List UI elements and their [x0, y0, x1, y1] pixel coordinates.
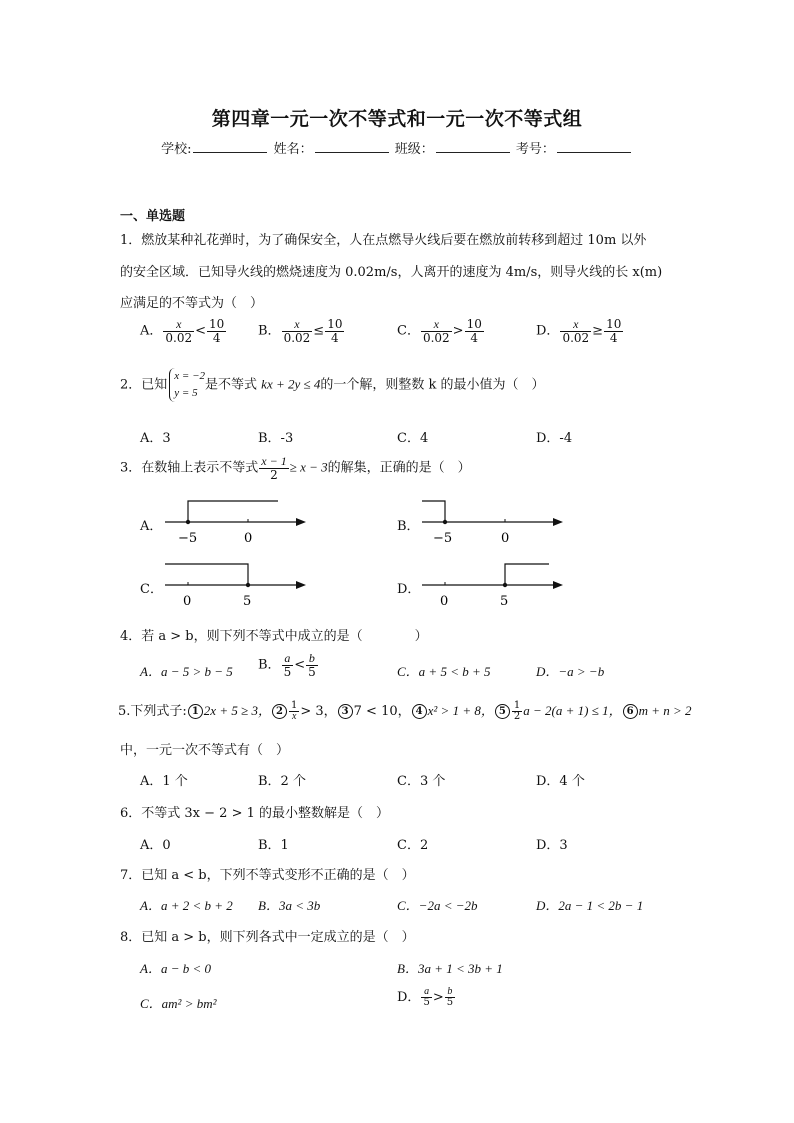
section-heading: 一、单选题: [120, 209, 186, 224]
q1-option-b[interactable]: B． $\frac{x}{0.02}$ ≤ $\frac{10}{4}$: [258, 317, 343, 345]
class-blank[interactable]: [436, 140, 510, 153]
class-label: 班级：: [394, 142, 434, 157]
q7-option-d[interactable]: D．2a − 1 < 2b − 1: [536, 898, 644, 913]
q3-label-c[interactable]: C．: [140, 582, 163, 597]
q3-numberline-d: [417, 558, 567, 608]
q4-option-c[interactable]: C．a + 5 < b + 5: [397, 664, 491, 679]
q3b-tick-minus5: −5: [433, 531, 453, 545]
q1-line2: 的安全区域．已知导火线的燃烧速度为 0.02m/s，人离开的速度为 4m/s，则导火线的长 x(m): [120, 265, 663, 280]
q8-option-b[interactable]: B．3a + 1 < 3b + 1: [397, 961, 503, 976]
q8-option-d[interactable]: D． $\frac{a}{5}$ > $\frac{b}{5}$: [397, 985, 454, 1008]
circled-number-5: 5: [495, 704, 510, 719]
name-label: 姓名：: [273, 142, 313, 157]
q6-stem: 6．不等式 3x − 2 > 1 的最小整数解是（ ）: [120, 806, 389, 821]
q1-line3: 应满足的不等式为（ ）: [120, 296, 264, 311]
q3-numberline-c: [160, 558, 310, 608]
q1-option-d[interactable]: D． $\frac{x}{0.02}$ ≥ $\frac{10}{4}$: [536, 317, 622, 345]
name-blank[interactable]: [315, 140, 389, 153]
q3-label-d[interactable]: D．: [397, 582, 421, 597]
q4-stem: 4．若 a > b，则下列不等式中成立的是（ ）: [120, 629, 428, 644]
q1-line1: 1．燃放某种礼花弹时，为了确保安全，人在点燃导火线后要在燃放前转移到超过 10m 以外: [120, 233, 647, 248]
circled-number-3: 3: [338, 704, 353, 719]
q3-stem: 3．在数轴上表示不等式 $\frac{x - 1}{2}$ ≥ x − 3的解集，正确的是（ ）: [120, 454, 471, 482]
q3-label-b[interactable]: B．: [397, 519, 420, 534]
circled-number-6: 6: [623, 704, 638, 719]
q7-stem: 7．已知 a < b，下列不等式变形不正确的是（ ）: [120, 868, 415, 883]
q2-stem: 2．已知x = −2 y = 5是不等式 kx + 2y ≤ 4的一个解，则整数 k 的最小值为（ ）: [120, 368, 545, 402]
q6-option-b[interactable]: B．1: [258, 838, 289, 853]
q5-stem: 5.下列式子: 1 2x + 5 ≥ 3， 2 $\frac{1}{x}$ > 3， 3 7 < 10， 4 x² > 1 + 8， 5 $\frac{1}{2}$ a − 2(a + 1) ≤ 1， 6 m + n > 2: [118, 699, 692, 722]
q4-option-d[interactable]: D．−a > −b: [536, 664, 605, 679]
q3c-tick-0: 0: [183, 594, 192, 608]
q2-option-a[interactable]: A．3: [140, 431, 171, 446]
q2-option-d[interactable]: D．-4: [536, 431, 573, 446]
circled-number-1: 1: [188, 704, 203, 719]
q8-option-a[interactable]: A．a − b < 0: [140, 961, 211, 976]
q5-option-a[interactable]: A．1 个: [140, 774, 188, 789]
school-label: 学校:: [161, 142, 192, 157]
q7-option-b[interactable]: B．3a < 3b: [258, 898, 321, 913]
q1-option-a[interactable]: A． $\frac{x}{0.02}$ < $\frac{10}{4}$: [140, 317, 225, 345]
q4-option-b[interactable]: B． $\frac{a}{5}$ < $\frac{b}{5}$: [258, 651, 316, 679]
q7-option-c[interactable]: C．−2a < −2b: [397, 898, 478, 913]
q2-option-b[interactable]: B．-3: [258, 431, 294, 446]
q5-line2: 中，一元一次不等式有（ ）: [120, 743, 290, 758]
q3-numberline-b: [417, 495, 567, 545]
q1-option-c[interactable]: C． $\frac{x}{0.02}$ > $\frac{10}{4}$: [397, 317, 482, 345]
q8-option-c[interactable]: C．am² > bm²: [140, 996, 217, 1011]
q7-option-a[interactable]: A．a + 2 < b + 2: [140, 898, 233, 913]
school-blank[interactable]: [193, 140, 267, 153]
q3d-tick-0: 0: [440, 594, 449, 608]
q3a-tick-0: 0: [244, 531, 253, 545]
q3a-tick-minus5: −5: [178, 531, 198, 545]
exam-no-label: 考号：: [515, 142, 555, 157]
q5-option-c[interactable]: C．3 个: [397, 774, 446, 789]
equation-system: x = −2 y = 5: [169, 368, 205, 402]
page-title: 第四章一元一次不等式和一元一次不等式组: [211, 108, 583, 130]
q6-option-c[interactable]: C．2: [397, 838, 429, 853]
q3d-tick-5: 5: [500, 594, 509, 608]
q3c-tick-5: 5: [243, 594, 252, 608]
q4-option-a[interactable]: A．a − 5 > b − 5: [140, 664, 233, 679]
q5-option-d[interactable]: D．4 个: [536, 774, 585, 789]
q3-label-a[interactable]: A．: [140, 519, 163, 534]
student-info-row: [0, 138, 794, 157]
circled-number-4: 4: [412, 704, 427, 719]
q5-option-b[interactable]: B．2 个: [258, 774, 306, 789]
exam-no-blank[interactable]: [557, 140, 631, 153]
q8-stem: 8．已知 a > b，则下列各式中一定成立的是（ ）: [120, 930, 415, 945]
circled-number-2: 2: [272, 704, 287, 719]
q3-numberline-a: [160, 495, 310, 545]
q6-option-a[interactable]: A．0: [140, 838, 171, 853]
q3b-tick-0: 0: [501, 531, 510, 545]
q6-option-d[interactable]: D．3: [536, 838, 568, 853]
q2-option-c[interactable]: C．4: [397, 431, 429, 446]
